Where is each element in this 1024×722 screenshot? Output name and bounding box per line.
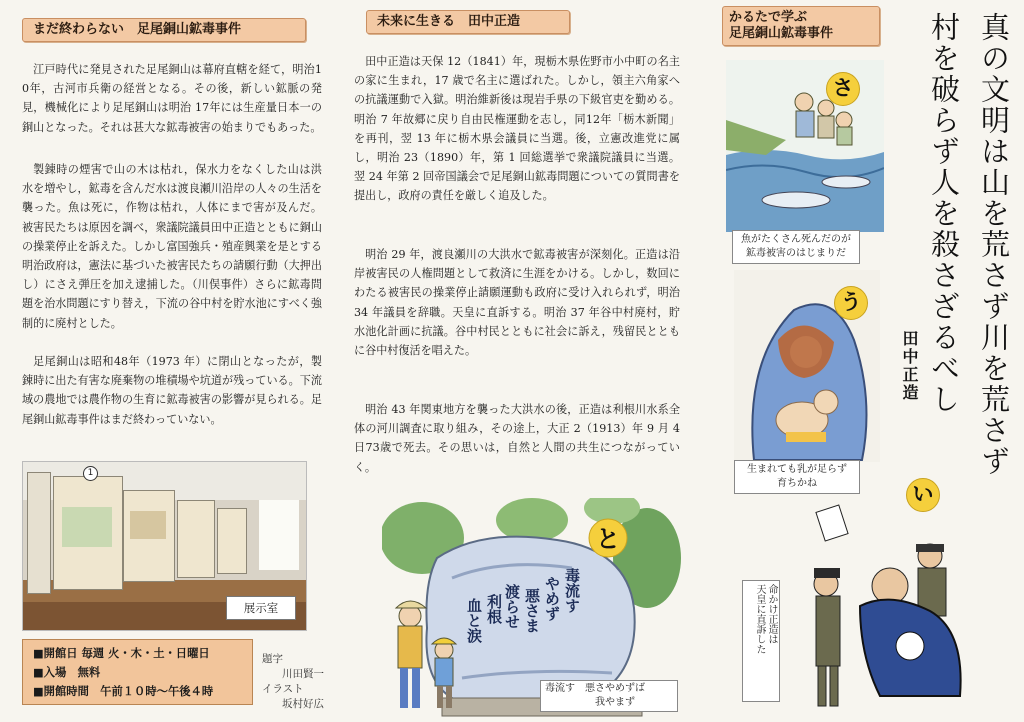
calligraphy-line-1: 真の文明は山を荒さず川を荒さず [977,12,1011,477]
section-heading-history: まだ終わらない 足尾銅山鉱毒事件 [22,18,306,42]
caption-to-card: 毒流す 悪さやめずば 我やまず [540,680,678,712]
kana-u: う [834,286,868,320]
kana-to: と [596,525,620,553]
info-opening-days: ■開館日 毎週 火・木・土・日曜日 [33,647,210,660]
stone-inscription-3: 悪さま [523,588,541,633]
credit-illust-name: 坂村好広 [282,698,324,710]
caption-i-card: 命かけ正造は 天皇に直訴した [742,580,780,702]
info-admission: ■入場 無料 [33,666,101,679]
credit-title-name: 川田賢一 [282,668,324,680]
credit-illust-role: イラスト [262,683,304,695]
column-tanaka [342,0,694,722]
stone-inscription-2: やめず [543,576,561,621]
info-hours: ■開館時間 午前１０時〜午後４時 [33,685,214,698]
stone-inscription-1: 毒流す [563,568,581,613]
karuta-heading-line2: 足尾銅山鉱毒事件 [729,26,834,41]
karuta-heading-line1: かるたで学ぶ [729,10,808,25]
photo-caption: 展示室 [226,596,296,620]
paragraph-history-3: 足尾銅山は昭和48年（1973 年）に閉山となったが，製錬時に出た有害な廃棄物の堆積場や坑道が残っている。下流域の農地では農作物の生育に鉱毒被害の影響が見られる。足尾銅山鉱毒事件はまだ終わっていない。 [22,355,322,426]
caption-u-card: 生まれても乳が足らず 育ちかね [734,460,860,494]
karuta-card-sa-illustration [726,60,884,232]
paragraph-tanaka-2: 明治 29 年，渡良瀬川の大洪水で鉱毒被害が深刻化。正造は沿岸被害民の人権問題として救済に生涯をかける。しかし，数回にわたる被害民の操業停止請願運動も政府に受け入れられず，明治 34 年議員を辞職。天皇に直訴する。明治 37 年谷中村廃村，貯水池化計画に抗議。谷中村民とともに社会に訴え，残留民とともに谷中村復活を唱えた。 [354,248,680,358]
column-history [0,0,340,722]
opening-info-box [22,639,253,705]
section-heading-tanaka: 未来に生きる 田中正造 [366,10,570,34]
paragraph-history-1: 江戸時代に発見された足尾銅山は幕府直轄を経て，明治10年，古河市兵衛の経営となる。その後，新しい鉱脈の発見，機械化により足尾銅山は明治 17年には生産量日本一の銅山となった。それは甚大な鉱毒被害の始まりでもあった。 [22,63,322,134]
calligraphy-line-2: 村を破らず人を殺さざるべし [927,12,961,415]
calligraphy-signature: 田中正造 [900,330,919,402]
exhibit-number-badge: 1 [83,466,98,481]
stone-inscription-5: 利根 [485,594,503,624]
section-heading-karuta [722,6,880,46]
stone-inscription-4: 渡らせ [503,584,521,629]
credit-title-role: 題字 [262,653,283,665]
kana-sa: さ [826,72,860,106]
caption-sa-card: 魚がたくさん死んだのが 鉱毒被害のはじまりだ [732,230,860,264]
paragraph-history-2: 製錬時の煙害で山の木は枯れ，保水力をなくした山は洪水を増やし，鉱毒を含んだ水は渡良瀬川沿岸の人々の生活を襲った。魚は死に，作物は枯れ，人体にまで害が及んだ。被害民たちは原因を調べ，衆議院議員田中正造とともに銅山の操業停止を訴えた。しかし富国強兵・殖産興業を是とする明治政府は，憲法に基づいた被害民たちの請願行動（大押出し）にさえ弾圧を加え逮捕した。（川俣事件）さらに鉱毒問題を治水問題にすり替え，下流の谷中村を貯水池にすべく強制的に廃村とした。 [22,163,322,330]
kana-i: い [906,478,940,512]
paragraph-tanaka-3: 明治 43 年関東地方を襲った大洪水の後，正造は利根川水系全体の河川調査に取り組み，その途上，大正 2（1913）年 9 月 4 日73歳で死去。その思いは，自然と人間の共生につながっていく。 [354,403,680,474]
column-karuta [698,0,1024,722]
stone-inscription-6: 血と涙 [465,598,483,643]
karuta-card-i-illustration [780,496,1024,720]
paragraph-tanaka-1: 田中正造は天保 12（1841）年，現栃木県佐野市小中町の名主の家に生まれ，17 歳で名主に選ばれた。しかし，領主六角家への抗議運動で入獄。明治維新後は現岩手県の下級官吏を勤める。明治 7 年故郷に戻り自由民権運動を志し，同12年「栃木新聞」を再刊，翌 13 年に栃木県会議員に当選。後，立憲改進党に属し，明治 23（1890）年，第 1 回総選挙で衆議院議員に当選。翌 24 年第 2 回帝国議会で足尾銅山鉱毒問題についての質問書を提出し，政府の責任を厳しく追及した。 [354,55,680,203]
